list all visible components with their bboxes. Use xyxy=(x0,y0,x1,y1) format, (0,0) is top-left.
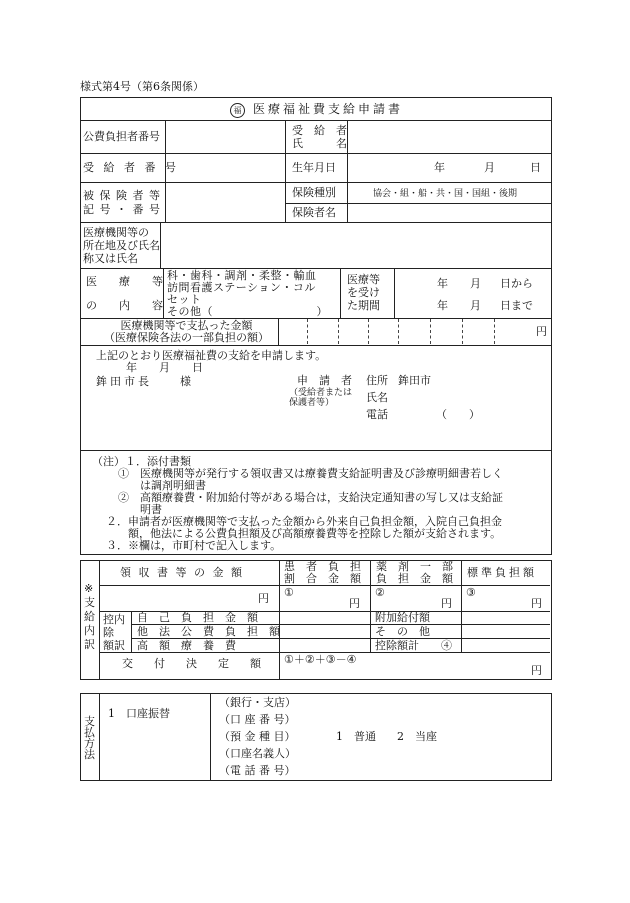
deposit-current[interactable]: 2 当座 xyxy=(397,730,437,743)
applicant-note: （受給者または 保護者等） xyxy=(289,388,353,408)
addressee: 鉾田市長 様 xyxy=(96,375,194,388)
recipient-no-label: 受 給 者 番 号 xyxy=(83,161,179,174)
breakdown-side-label: ※ 支 給 内 訳 xyxy=(84,582,95,651)
period-from-day-suffix: 日から xyxy=(500,277,533,290)
notes-heading: （注）１．添付書類 xyxy=(92,455,191,468)
payment-phone-label: （電 話 番 号） xyxy=(219,764,296,777)
phone-parens[interactable]: （ ） xyxy=(436,408,480,421)
payment-method[interactable]: 1 口座振替 xyxy=(108,707,170,720)
birth-month-unit: 月 xyxy=(484,161,495,174)
note-4: ３．※欄は，市町村で記入します。 xyxy=(106,539,282,552)
circle-3: ③ xyxy=(466,586,476,599)
drug-burden-yen: 円 xyxy=(441,597,452,610)
public-payer-field[interactable] xyxy=(166,121,284,152)
insurer-name-field[interactable] xyxy=(348,204,550,221)
circle-1: ① xyxy=(284,586,294,599)
other-public-label: 他 法 公 費 負 担 額 xyxy=(137,625,280,638)
application-statement: 上記のとおり医療福祉費の支給を申請します。 xyxy=(96,349,327,362)
note-1: ① 医療機関等が発行する領収書又は療養費支給証明書及び診療明細書若しく は調剤明細書 xyxy=(118,467,503,492)
birth-day-unit: 日 xyxy=(530,161,541,174)
period-to-year-unit: 年 xyxy=(437,299,448,312)
deduction-total-label: 控除額計 ④ xyxy=(375,639,452,652)
self-burden-label: 自 己 負 担 金 額 xyxy=(137,611,258,624)
period-from-year-unit: 年 xyxy=(437,277,448,290)
insured-no-label: 被 保 険 者 等 記 号 ・ 番 号 xyxy=(83,189,161,216)
form-number: 様式第4号（第6条関係） xyxy=(80,80,204,93)
institution-label: 医療機関等の 所在地及び氏名 称又は氏名 xyxy=(83,226,160,265)
account-holder-label: （口座名義人） xyxy=(219,747,296,760)
paid-amount-label: 医療機関等で支払った金額 （医療保険各法の一部負担の額） xyxy=(104,319,269,344)
applicant-label: 申 請 者 xyxy=(297,374,352,387)
drug-burden-label: 薬 剤 一 部 負 担 金 額 xyxy=(376,560,453,585)
deduction-side-label: 控内 除 額訳 xyxy=(103,613,125,652)
medical-content-label-2: の 内 容 xyxy=(86,299,163,312)
insured-no-field[interactable] xyxy=(166,183,284,221)
account-no-label: （口 座 番 号） xyxy=(219,713,296,726)
payment-amount-yen: 円 xyxy=(531,664,542,677)
address-value[interactable]: 鉾田市 xyxy=(398,374,431,387)
period-to-month-unit: 月 xyxy=(470,299,481,312)
birth-year-unit: 年 xyxy=(434,161,445,174)
phone-label: 電話 xyxy=(366,408,388,421)
recipient-name-field[interactable] xyxy=(348,121,550,152)
standard-burden-label: 標準負担額 xyxy=(467,566,537,579)
deposit-type-label: （預 金 種 目） xyxy=(219,730,296,743)
public-payer-label: 公費負担者番号 xyxy=(83,130,160,143)
medical-content-options[interactable]: 科・歯科・調剤・柔整・輸血 訪問看護ステーション・コル セット その他（ ） xyxy=(167,269,328,318)
bank-label: （銀行・支店） xyxy=(219,696,296,709)
payment-amount-label: 交 付 決 定 額 xyxy=(122,657,266,670)
standard-burden-yen: 円 xyxy=(531,597,542,610)
deposit-ordinary[interactable]: 1 普通 xyxy=(336,730,376,743)
other-label: そ の 他 xyxy=(375,625,430,638)
institution-field[interactable] xyxy=(161,223,550,267)
recipient-no-field[interactable] xyxy=(166,154,284,181)
note-2: ② 高額療養費・附加給付等がある場合は，支給決定通知書の写し又は支給証 明書 xyxy=(118,491,503,516)
note-3: ２．申請者が医療機関等で支払った金額から外来自己負担金額，入院自己負担金 額，他法による公費負担額及び高額療養費等を控除した額が支給されます。 xyxy=(106,515,502,540)
medical-content-label-1: 医 療 等 xyxy=(86,275,163,288)
additional-benefit-label: 附加給付額 xyxy=(375,611,430,624)
application-date[interactable]: 年 月 日 xyxy=(126,361,203,374)
seal-mark: 福 xyxy=(230,103,245,118)
receipt-total-label: 領 収 書 等 の 金 額 xyxy=(120,566,244,579)
paid-amount-field[interactable] xyxy=(279,319,549,344)
circle-2: ② xyxy=(375,586,385,599)
insurance-type-label: 保険種別 xyxy=(292,186,336,199)
receipt-total-yen: 円 xyxy=(258,592,269,605)
paid-amount-yen: 円 xyxy=(536,325,547,338)
patient-burden-yen: 円 xyxy=(349,597,360,610)
payment-formula: ①＋②＋③－④ xyxy=(284,653,357,666)
birth-date-label: 生年月日 xyxy=(292,161,336,174)
period-to-day-suffix: 日まで xyxy=(500,299,533,312)
address-label: 住所 xyxy=(366,374,388,387)
recipient-name-label: 受 給 者 氏 名 xyxy=(292,124,347,150)
period-from-month-unit: 月 xyxy=(470,277,481,290)
insurance-type-options[interactable]: 協会・組・船・共・国・国組・後期 xyxy=(373,189,518,199)
receipt-total-field[interactable] xyxy=(100,586,278,610)
name-label: 氏名 xyxy=(366,391,388,404)
high-cost-label: 高 額 療 養 費 xyxy=(137,639,236,652)
treatment-period-label: 医療等 を受け た期間 xyxy=(347,273,380,312)
patient-burden-label: 患 者 負 担 割 合 金 額 xyxy=(284,560,361,585)
title-text: 医療福祉費支給申請書 xyxy=(253,102,404,116)
payment-side-label: 支 払 方 法 xyxy=(84,715,95,761)
form-title xyxy=(230,103,403,118)
insurer-name-label: 保険者名 xyxy=(292,206,336,219)
